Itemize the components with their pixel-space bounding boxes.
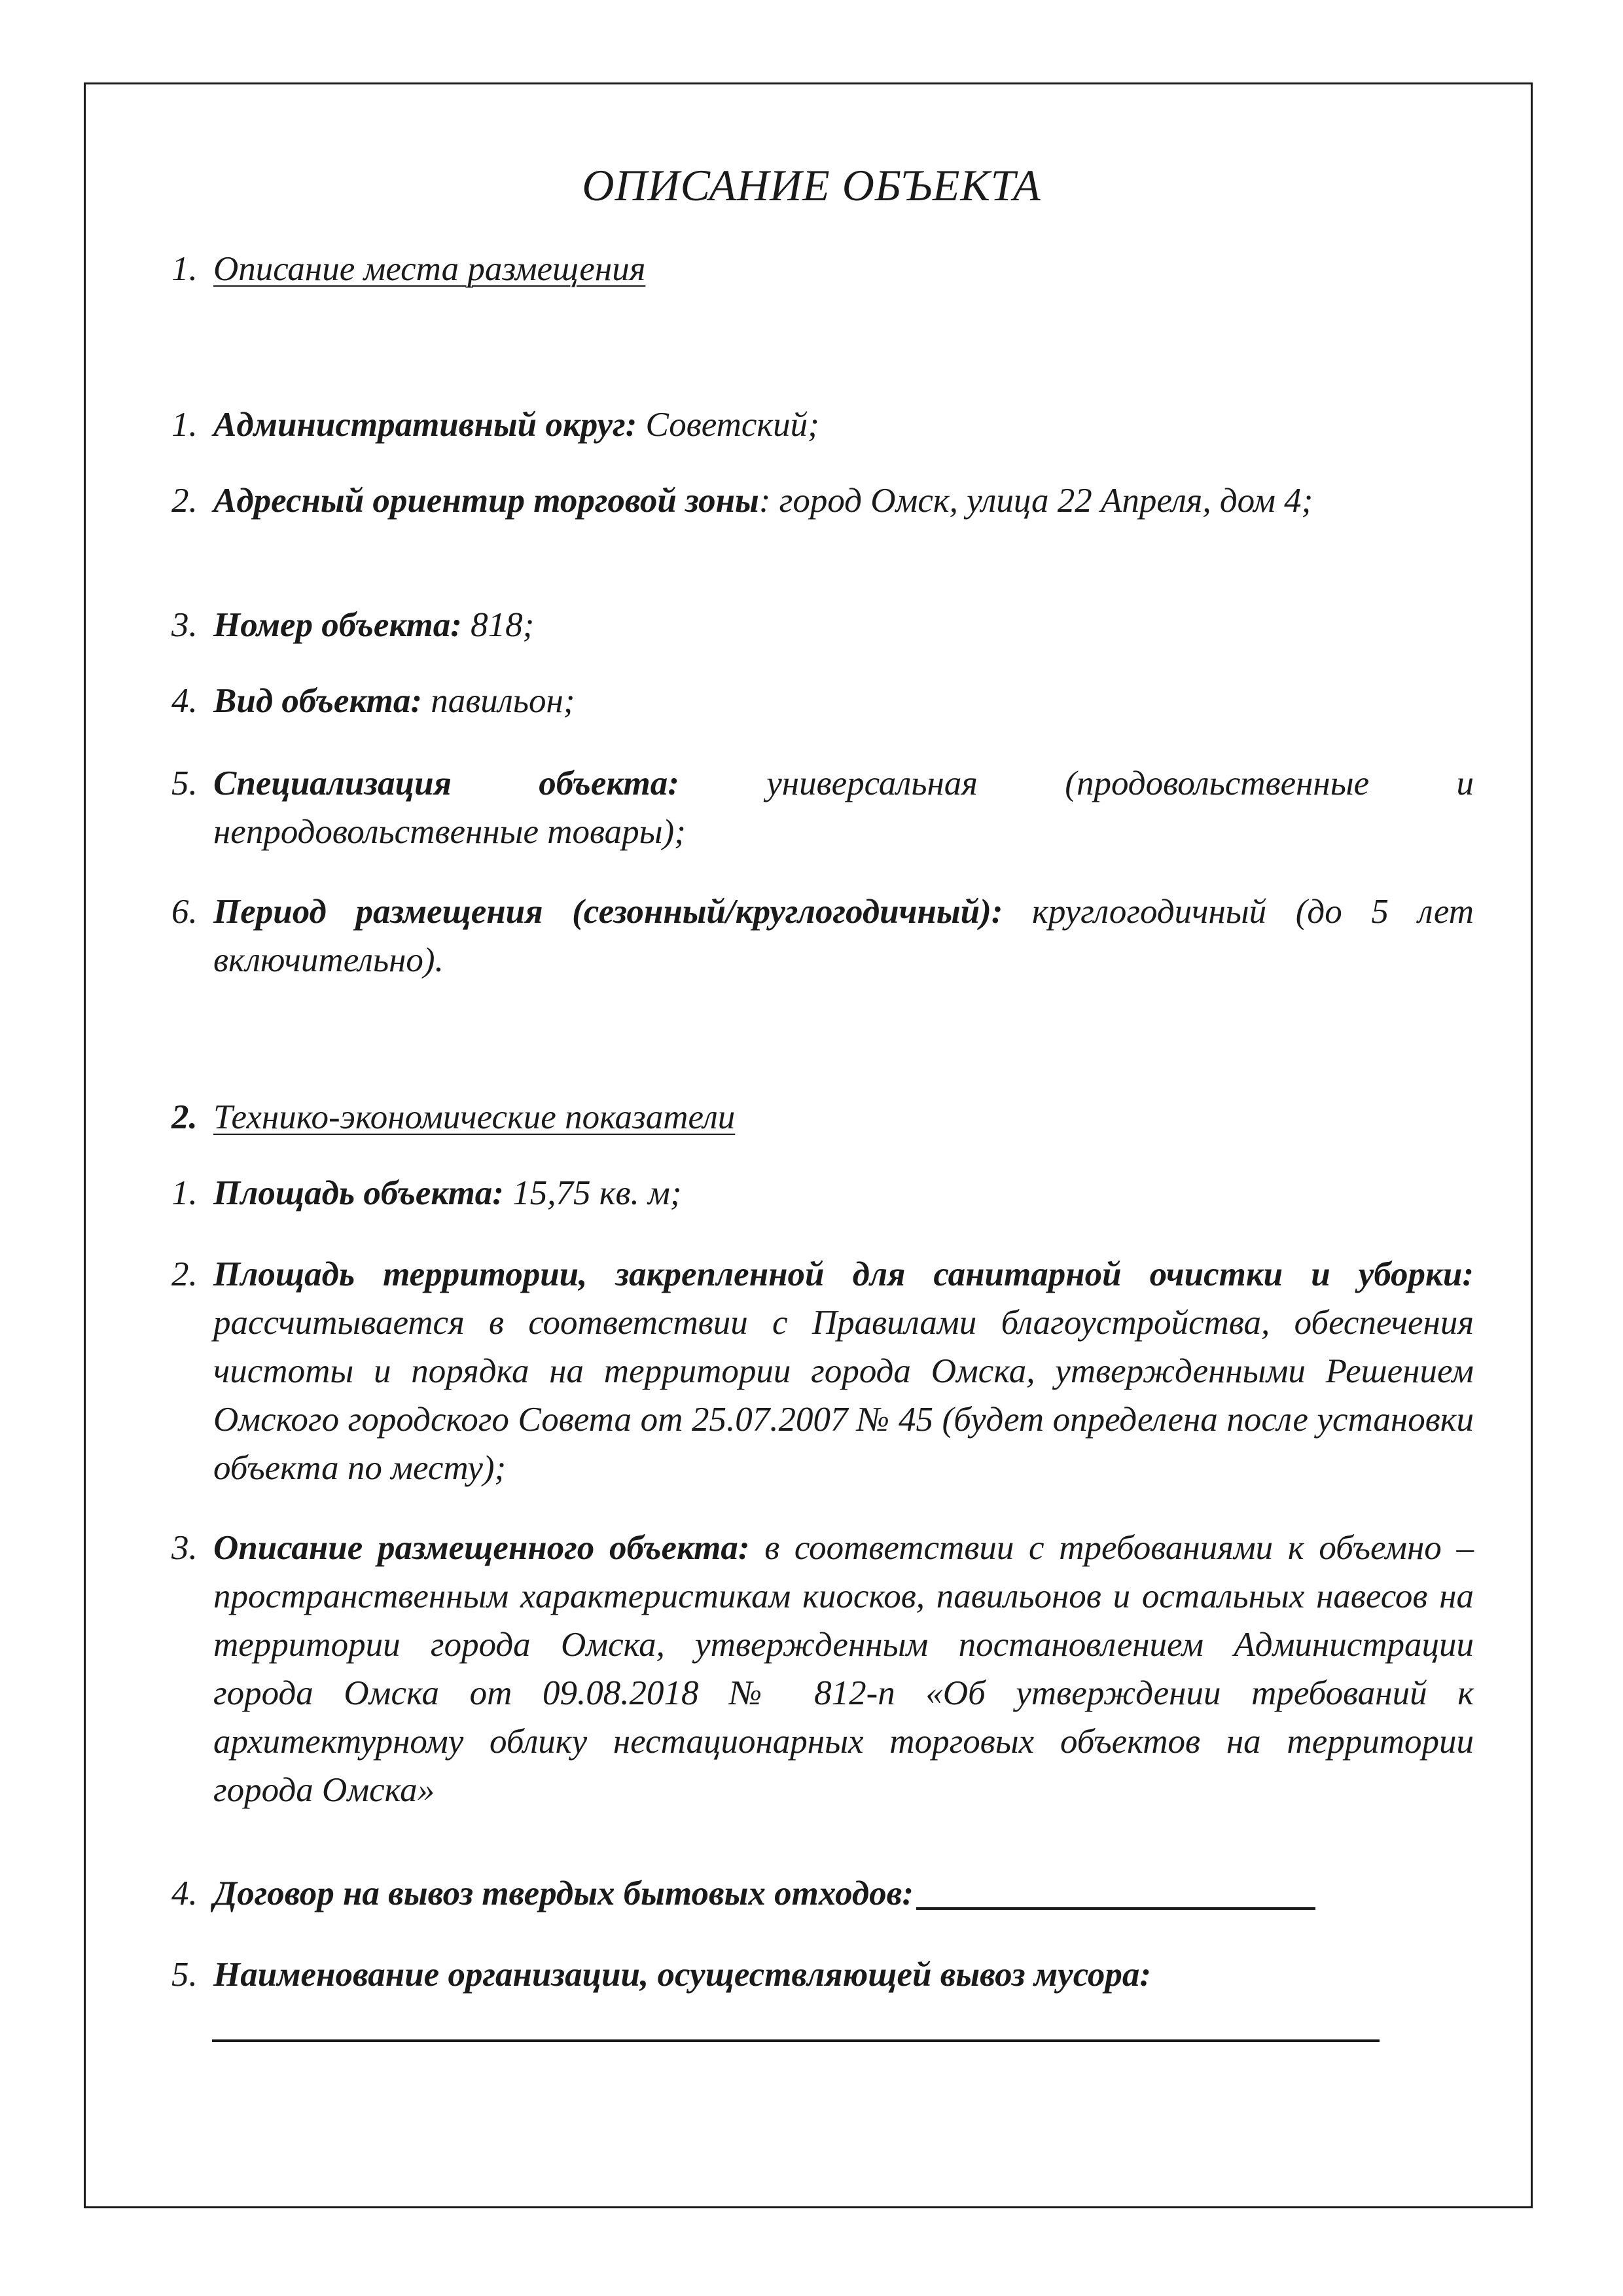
list-item xyxy=(171,888,1474,984)
item-label: Специализация объекта: xyxy=(213,764,679,802)
signature-blank-line xyxy=(916,1907,1315,1910)
item-label: Период размещения (сезонный/круглогодичный): xyxy=(213,893,1003,931)
section-2-title: Технико-экономические показатели xyxy=(213,1098,736,1136)
item-number: 3. xyxy=(171,606,198,644)
section-2-number: 2. xyxy=(171,1098,198,1136)
section-1-heading xyxy=(171,245,1474,293)
item-number: 4. xyxy=(171,1874,198,1912)
section-1-title: Описание места размещения xyxy=(213,250,646,288)
item-number: 5. xyxy=(171,764,198,802)
list-item xyxy=(171,677,1474,725)
item-value: павильон; xyxy=(421,682,575,720)
item-number: 2. xyxy=(171,482,198,520)
item-number: 2. xyxy=(171,1255,198,1293)
item-number: 5. xyxy=(171,1956,198,1994)
item-value: рассчитывается в соответствии с Правилами благоустройства, обеспечения чистоты и порядка на территории города Омска, утвержденными Решением Омского городского Совета от 25.07.2007 № 45 (будет определена после установки объекта по месту); xyxy=(213,1304,1474,1487)
item-number: 4. xyxy=(171,682,198,720)
item-number: 1. xyxy=(171,406,198,444)
item-label: Номер объекта: xyxy=(213,606,462,644)
item-value: 818; xyxy=(461,606,535,644)
section-1-number: 1. xyxy=(171,250,198,288)
item-label: Адресный ориентир торговой зоны xyxy=(213,482,759,520)
item-label: Вид объекта: xyxy=(213,682,422,720)
item-value: 15,75 кв. м; xyxy=(503,1174,682,1212)
list-item xyxy=(171,1524,1474,1814)
list-item xyxy=(171,476,1474,525)
fill-in-blank-line xyxy=(212,2039,1380,2042)
item-label: Наименование организации, осуществляющей вывоз мусора: xyxy=(213,1956,1152,1994)
list-item xyxy=(171,1950,1474,1999)
list-item xyxy=(171,401,1474,449)
document-title: ОПИСАНИЕ ОБЪЕКТА xyxy=(582,160,1041,210)
item-label: Договор на вывоз твердых бытовых отходов: xyxy=(213,1874,914,1912)
item-value: Советский; xyxy=(637,406,819,444)
item-value: : город Омск, улица 22 Апреля, дом 4; xyxy=(758,482,1313,520)
item-number: 1. xyxy=(171,1174,198,1212)
item-label: Описание размещенного объекта: xyxy=(213,1529,750,1567)
item-value: универсальная (продовольственные и непродовольственные товары); xyxy=(213,764,1474,851)
item-number: 6. xyxy=(171,893,198,931)
item-label: Площадь территории, закрепленной для санитарной очистки и уборки: xyxy=(213,1255,1474,1293)
list-item xyxy=(171,601,1474,649)
item-value: круглогодичный (до 5 лет включительно). xyxy=(213,893,1474,979)
list-item xyxy=(171,759,1474,856)
list-item xyxy=(171,1169,1474,1217)
section-2-heading xyxy=(171,1093,1474,1141)
item-number: 3. xyxy=(171,1529,198,1567)
list-item xyxy=(171,1869,1474,1918)
list-item xyxy=(171,1250,1474,1492)
item-label: Административный округ: xyxy=(213,406,637,444)
item-value: в соответствии с требованиями к объемно – пространственным характеристикам киосков, павильонов и остальных навесов на территории города Омска, утвержденным постановлением Администрации города Омска от 09.08.2018 № 812-п «Об утверждении требований к архитектурному облику нестационарных торговых объектов на территории города Омска» xyxy=(213,1529,1474,1809)
item-label: Площадь объекта: xyxy=(213,1174,504,1212)
